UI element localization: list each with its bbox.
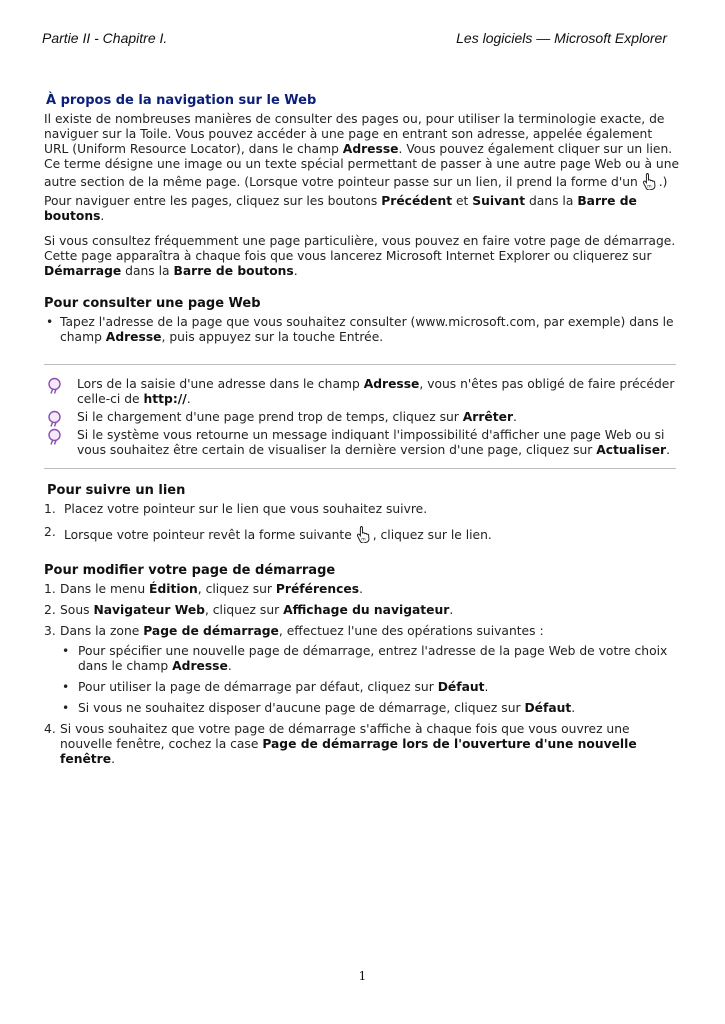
- list-item: 3. Dans la zone Page de démarrage, effectuez l'une des opérations suivantes : • Pour spécifier une nouvelle page de démarrage, entrez l'adresse de la page Web de votre choix dans le champ Adresse. • Pour utiliser la page de démarrage par défaut, cliquez sur Défaut. • Si vous ne souhaitez disposer d'aucune page de démarrage, cliquez sur Défaut.: [44, 624, 680, 716]
- tip-item: Lors de la saisie d'une adresse dans le champ Adresse, vous n'êtes pas obligé de faire précéder celle-ci de http://.: [44, 377, 680, 407]
- section-title-navigation: À propos de la navigation sur le Web: [46, 93, 317, 108]
- hand-pointer-icon: [356, 525, 373, 547]
- list-item: • Tapez l'adresse de la page que vous souhaitez consulter (www.microsoft.com, par exemple) dans le champ Adresse, puis appuyez sur la touche Entrée.: [44, 315, 680, 345]
- hand-pointer-icon: [642, 172, 659, 194]
- lightbulb-tip-icon: [45, 428, 63, 446]
- section-title-follow-link: Pour suivre un lien: [47, 483, 186, 498]
- lightbulb-tip-icon: [45, 377, 63, 395]
- section-title-consult-page: Pour consulter une page Web: [44, 296, 261, 311]
- list-item: 4. Si vous souhaitez que votre page de démarrage s'affiche à chaque fois que vous ouvrez une nouvelle fenêtre, cochez la case Page de démarrage lors de l'ouverture d'une nouvelle fenêtre.: [44, 722, 637, 766]
- start-page-options: [60, 644, 680, 716]
- start-page-steps: [44, 582, 680, 767]
- list-item: 2. Sous Navigateur Web, cliquez sur Affichage du navigateur.: [44, 603, 454, 617]
- page-content: [44, 93, 680, 773]
- divider: [44, 468, 676, 469]
- page-number: 1: [358, 969, 367, 983]
- header-section: Les logiciels — Microsoft Explorer: [456, 30, 667, 46]
- divider: [44, 364, 676, 365]
- list-item: 2. Lorsque votre pointeur revêt la forme suivante m , cliquez sur le lien.: [44, 525, 680, 547]
- svg-text:m: m: [360, 537, 366, 543]
- svg-text:m: m: [646, 184, 652, 190]
- tip-item: Si le chargement d'une page prend trop de temps, cliquez sur Arrêter.: [44, 410, 680, 425]
- paragraph-navigation-intro: Il existe de nombreuses manières de consulter des pages ou, pour utiliser la terminologie exacte, de naviguer sur la Toile. Vous pouvez accéder à une page en entrant son adresse, appelée également URL (Uniform Resource Locator), dans le champ Adresse. Vous pouvez également cliquer sur un lien. Ce terme désigne une image ou un texte spécial permettant de passer à une autre page Web ou à une autre section de la même page. (Lorsque votre pointeur passe sur un lien, il prend la forme d'un m .) Pour naviguer entre les pages, cliquez sur les boutons Précédent et Suivant dans la Barre de boutons.: [44, 112, 680, 223]
- list-item: 1. Dans le menu Édition, cliquez sur Préférences.: [44, 582, 364, 596]
- paragraph-start-page: Si vous consultez fréquemment une page particulière, vous pouvez en faire votre page de démarrage. Cette page apparaîtra à chaque fois que vous lancerez Microsoft Internet Explorer ou cliquerez sur Démarrage dans la Barre de boutons.: [44, 234, 676, 278]
- lightbulb-tip-icon: [45, 410, 63, 428]
- tips-block: [44, 377, 680, 458]
- tip-item: Si le système vous retourne un message indiquant l'impossibilité d'afficher une page Web ou si vous souhaitez être certain de visualiser la dernière version d'une page, cliquez sur Actualiser.: [44, 428, 680, 458]
- section-title-start-page: Pour modifier votre page de démarrage: [44, 563, 336, 578]
- list-item: • Pour spécifier une nouvelle page de démarrage, entrez l'adresse de la page Web de votre choix dans le champ Adresse.: [60, 644, 680, 674]
- header-chapter: Partie II - Chapitre I.: [42, 30, 168, 46]
- list-item: • Si vous ne souhaitez disposer d'aucune page de démarrage, cliquez sur Défaut.: [60, 701, 680, 716]
- list-item: 1. Placez votre pointeur sur le lien que vous souhaitez suivre.: [44, 502, 428, 516]
- consult-page-list: [44, 315, 680, 345]
- follow-link-steps: [44, 502, 680, 547]
- list-item: • Pour utiliser la page de démarrage par défaut, cliquez sur Défaut.: [60, 680, 680, 695]
